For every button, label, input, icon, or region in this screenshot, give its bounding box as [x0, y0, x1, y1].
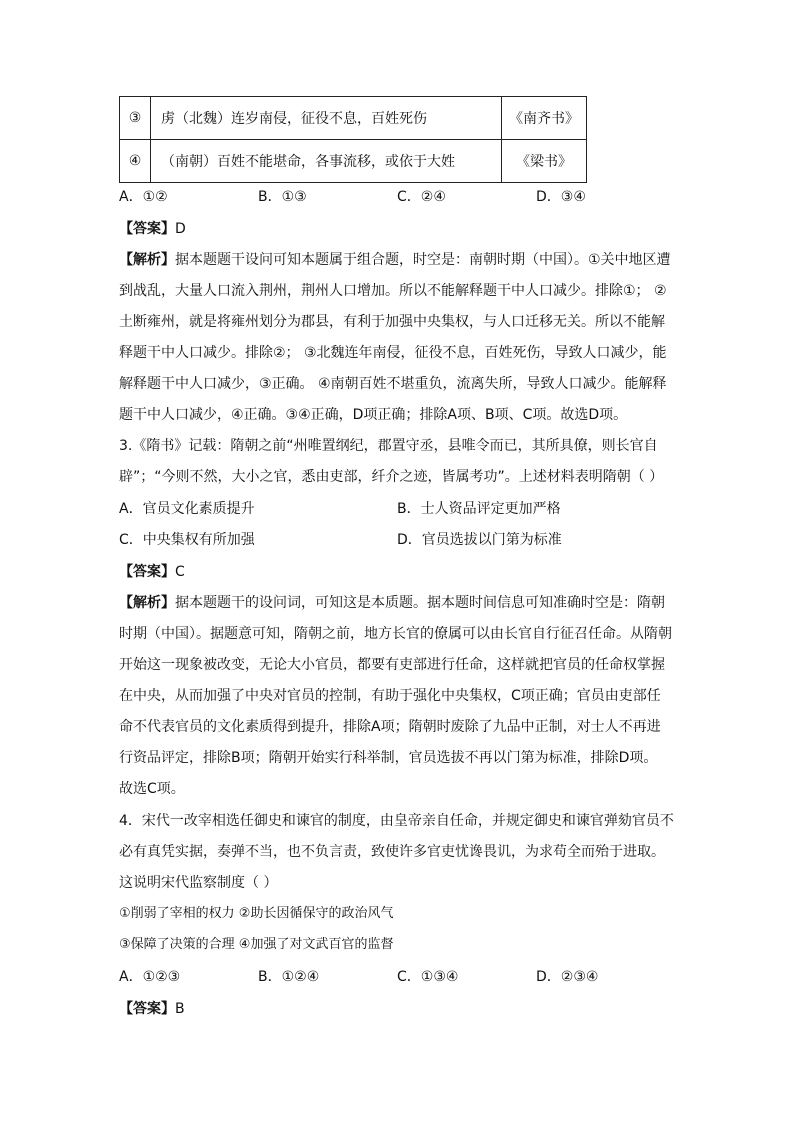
q4-item-line: ③保障了决策的合理 ④加强了对文武百官的监督 [119, 937, 394, 952]
row-text: （南朝）百姓不能堪命，各事流移，或依于大姓 [151, 140, 502, 183]
analysis-label: 【解析】 [119, 595, 175, 611]
q2-option-b: B．①③ [258, 189, 307, 205]
q3-analysis-line: 【解析】据本题题干的设问词，可知这是本质题。据本题时间信息可知准确时空是：隋朝 [119, 595, 665, 611]
answer-value: D [175, 221, 186, 237]
table-row [120, 97, 587, 140]
q2-analysis-line: 到战乱，大量人口流入荆州，荆州人口增加。所以不能解释题干中人口减少。排除①； ② [119, 283, 667, 299]
q3-answer [119, 562, 185, 582]
analysis-label: 【解析】 [119, 252, 175, 268]
q2-analysis-line: 题干中人口减少，④正确。③④正确，D项正确；排除A项、B项、C项。故选D项。 [119, 407, 628, 423]
row-source: 《梁书》 [502, 140, 587, 183]
q3-analysis-line: 命不代表官员的文化素质得到提升，排除A项；隋朝时废除了九品中正制，对士人不再进 [119, 719, 661, 735]
q3-option-b: B．士人资品评定更加严格 [397, 501, 561, 517]
q3-option-d: D．官员选拔以门第为标准 [397, 532, 562, 548]
row-text: 虏（北魏）连岁南侵，征役不息，百姓死伤 [151, 97, 502, 140]
q4-item-line: ①削弱了宰相的权力 ②助长因循保守的政治风气 [119, 906, 394, 921]
q4-stem-line: 这说明宋代监察制度（ ） [119, 875, 278, 891]
q2-option-d: D．③④ [536, 189, 586, 205]
q3-option-a: A．官员文化素质提升 [119, 501, 255, 517]
q4-option-d: D．②③④ [536, 969, 599, 985]
q3-analysis-line: 在中央，从而加强了中央对官员的控制，有助于强化中央集权，C项正确；官员由吏部任 [119, 688, 661, 704]
answer-label: 【答案】 [119, 1001, 175, 1017]
q2-analysis-line: 解释题干中人口减少，③正确。 ④南朝百姓不堪重负，流离失所，导致人口减少。能解释 [119, 376, 667, 392]
q3-analysis-line: 开始这一现象被改变，无论大小官员，都要有吏部进行任命，这样就把官员的任命权掌握 [119, 657, 665, 673]
q3-stem-line: 辟”；“今则不然，大小之官，悉由吏部，纤介之迹，皆属考功”。上述材料表明隋朝（ ） [119, 469, 664, 485]
answer-label: 【答案】 [119, 221, 175, 237]
q4-answer [119, 999, 185, 1019]
q3-analysis-line: 故选C项。 [119, 781, 185, 797]
q2-analysis-line: 【解析】据本题题干设问可知本题属于组合题，时空是：南朝时期（中国）。①关中地区遭 [119, 252, 671, 268]
q3-analysis-line: 时期（中国）。据题意可知，隋朝之前，地方长官的僚属可以由长官自行征召任命。从隋朝 [119, 626, 672, 642]
row-source: 《南齐书》 [502, 97, 587, 140]
q2-answer [119, 219, 186, 239]
q4-stem-line: 4．宋代一改宰相选任御史和谏官的制度，由皇帝亲自任命，并规定御史和谏官弹劾官员不 [119, 813, 674, 829]
q4-option-c: C．①③④ [397, 969, 459, 985]
q2-option-a: A．①② [119, 189, 168, 205]
q3-analysis-line: 行资品评定，排除B项；隋朝开始实行科举制，官员选拔不再以门第为标准，排除D项。 [119, 750, 658, 766]
row-number: ③ [120, 97, 151, 140]
q2-analysis-line: 土断雍州，就是将雍州划分为郡县，有利于加强中央集权，与人口迁移无关。所以不能解 [119, 314, 665, 330]
answer-value: B [175, 1001, 185, 1017]
q4-option-a: A．①②③ [119, 969, 181, 985]
q4-stem-line: 必有真凭实据，奏弹不当，也不负言责，致使许多官吏忧谗畏讥，为求苟全而殆于进取。 [119, 844, 665, 860]
table-row [120, 140, 587, 183]
answer-label: 【答案】 [119, 564, 175, 580]
q3-stem-line: 3.《隋书》记载：隋朝之前“州唯置纲纪，郡置守丞，县唯令而已，其所具僚，则长官自 [119, 438, 658, 454]
row-number: ④ [120, 140, 151, 183]
q4-option-b: B．①②④ [258, 969, 320, 985]
answer-value: C [175, 564, 185, 580]
source-table [119, 96, 587, 183]
q2-analysis-line: 释题干中人口减少。排除②； ③北魏连年南侵，征役不息，百姓死伤，导致人口减少，能 [119, 345, 667, 361]
q2-option-c: C．②④ [397, 189, 446, 205]
q3-option-c: C．中央集权有所加强 [119, 532, 255, 548]
